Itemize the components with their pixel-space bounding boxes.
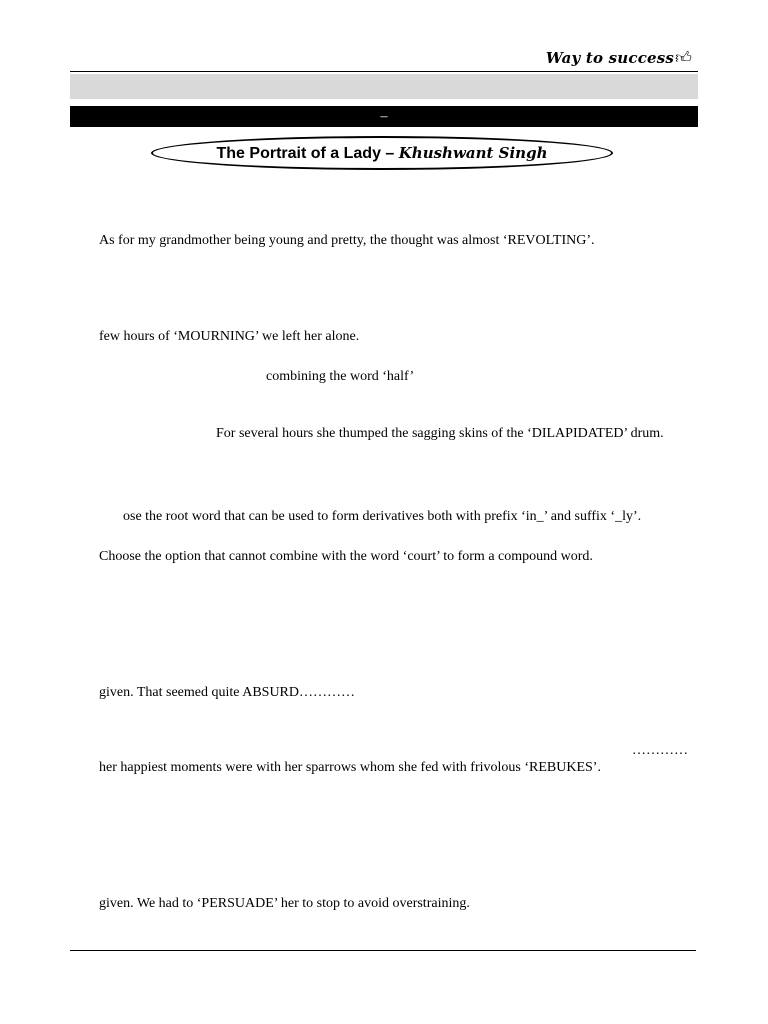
- title-text: The Portrait of a Lady –: [216, 145, 399, 162]
- title-oval: [151, 136, 613, 170]
- header-tagline: [546, 48, 692, 68]
- thumbs-up-icon: 👍︎: [675, 48, 692, 67]
- title-author: Khushwant Singh: [398, 144, 548, 162]
- black-band-text: –: [380, 109, 388, 124]
- question-line: As for my grandmother being young and pretty, the thought was almost ‘REVOLTING’.: [99, 233, 595, 248]
- header-rule: [70, 71, 698, 72]
- question-line: few hours of ‘MOURNING’ we left her alone.: [99, 329, 360, 344]
- question-line: combining the word ‘half’: [266, 369, 415, 384]
- header-tagline-text: Way to success: [545, 49, 675, 67]
- question-line: ose the root word that can be used to form derivatives both with prefix ‘in_’ and suffix ‘_ly’.: [123, 509, 642, 524]
- question-line: her happiest moments were with her sparrows whom she fed with frivolous ‘REBUKES’.: [99, 760, 601, 775]
- dotted-blank: …………: [632, 743, 688, 758]
- question-line: For several hours she thumped the sagging skins of the ‘DILAPIDATED’ drum.: [216, 426, 664, 441]
- gray-header-band: [70, 74, 698, 99]
- question-line: given. We had to ‘PERSUADE’ her to stop to avoid overstraining.: [99, 896, 470, 911]
- question-line: given. That seemed quite ABSURD…………: [99, 685, 355, 700]
- question-line: Choose the option that cannot combine with the word ‘court’ to form a compound word.: [99, 549, 593, 564]
- black-header-band: [70, 106, 698, 127]
- footer-rule: [70, 950, 696, 951]
